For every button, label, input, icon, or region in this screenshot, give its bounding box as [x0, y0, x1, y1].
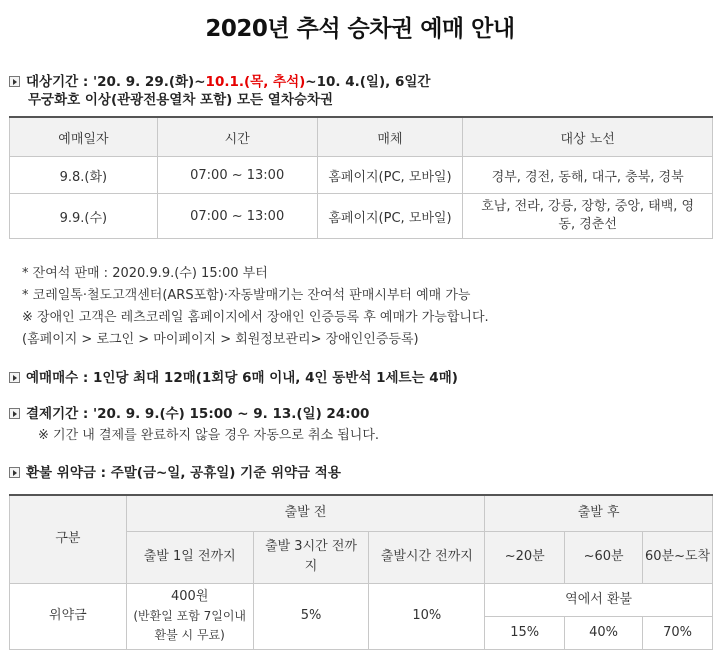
limit-text: 예매매수 : 1인당 최대 12매(1회당 6매 이내, 4인 동반석 1세트는 4매): [26, 370, 458, 386]
fee-20min: 15%: [485, 616, 565, 649]
sub-1day: 출발 1일 전까지: [126, 531, 253, 583]
sub-arrival: 60분~도착: [643, 531, 713, 583]
station-refund: 역에서 환불: [485, 583, 713, 616]
row-media: 홈페이지(PC, 모바일): [317, 194, 463, 239]
header-date: 예매일자: [10, 117, 158, 157]
row-label: 위약금: [10, 583, 127, 649]
payment-note: ※ 기간 내 결제를 완료하지 않을 경우 자동으로 취소 됩니다.: [38, 428, 380, 443]
page-title: 2020년 추석 승차권 예매 안내: [205, 16, 515, 42]
fee-arrival: 70%: [643, 616, 713, 649]
fee-1day: [126, 583, 253, 649]
period-text-a: 대상기간 : '20. 9. 29.(화)~: [26, 74, 206, 90]
header-after: 출발 후: [485, 495, 713, 531]
period-line: [9, 70, 430, 90]
fee-60min: 40%: [565, 616, 643, 649]
payment-line: [9, 402, 369, 422]
fee-1day-amount: 400원: [171, 589, 209, 604]
row-time: 07:00 ~ 13:00: [157, 157, 317, 194]
row-date: 9.8.(화): [10, 157, 158, 194]
fee-1day-note-1: (반환일 포함 7일이내: [133, 609, 247, 623]
schedule-table: [9, 116, 713, 239]
period-text-b: ~10. 4.(일), 6일간: [305, 74, 431, 90]
table-header-row: [10, 495, 713, 531]
table-row: [10, 194, 713, 239]
refund-table: [9, 494, 713, 650]
row-routes: 호남, 전라, 강릉, 장항, 중앙, 태백, 영동, 경춘선: [463, 194, 713, 239]
sub-60min: ~60분: [565, 531, 643, 583]
table-row: [10, 157, 713, 194]
header-media: 매체: [317, 117, 463, 157]
header-category: 구분: [10, 495, 127, 583]
limit-line: [9, 366, 458, 386]
row-time: 07:00 ~ 13:00: [157, 194, 317, 239]
period-holiday: 10.1.(목, 추석): [205, 74, 306, 90]
note-channels: * 코레일톡·철도고객센터(ARS포함)·자동발매기는 잔여석 판매시부터 예매 가능: [22, 288, 471, 303]
fee-1day-note-2: 환불 시 무료): [154, 628, 225, 642]
header-before: 출발 전: [126, 495, 484, 531]
header-routes: 대상 노선: [463, 117, 713, 157]
refund-line: [9, 461, 341, 481]
sub-20min: ~20분: [485, 531, 565, 583]
bullet-icon: [9, 76, 20, 87]
bullet-icon: [9, 372, 20, 383]
period-target: 무궁화호 이상(관광전용열차 포함) 모든 열차승차권: [28, 92, 333, 108]
refund-text: 환불 위약금 : 주말(금~일, 공휴일) 기준 위약금 적용: [26, 465, 341, 481]
row-media: 홈페이지(PC, 모바일): [317, 157, 463, 194]
note-remaining-seats: * 잔여석 판매 : 2020.9.9.(수) 15:00 부터: [22, 266, 268, 281]
payment-text: 결제기간 : '20. 9. 9.(수) 15:00 ~ 9. 13.(일) 24:00: [26, 406, 370, 422]
bullet-icon: [9, 467, 20, 478]
note-disabled: ※ 장애인 고객은 레츠코레일 홈페이지에서 장애인 인증등록 후 예매가 가능합니다.: [22, 310, 489, 325]
sub-departure: 출발시간 전까지: [369, 531, 485, 583]
fee-3hours: 5%: [253, 583, 369, 649]
note-path: (홈페이지 > 로그인 > 마이페이지 > 회원정보관리> 장애인인증등록): [22, 332, 419, 347]
table-row: [10, 583, 713, 616]
row-date: 9.9.(수): [10, 194, 158, 239]
fee-departure: 10%: [369, 583, 485, 649]
bullet-icon: [9, 408, 20, 419]
table-header-row: [10, 117, 713, 157]
header-time: 시간: [157, 117, 317, 157]
sub-3hours: 출발 3시간 전까지: [253, 531, 369, 583]
row-routes: 경부, 경전, 동해, 대구, 충북, 경북: [463, 157, 713, 194]
